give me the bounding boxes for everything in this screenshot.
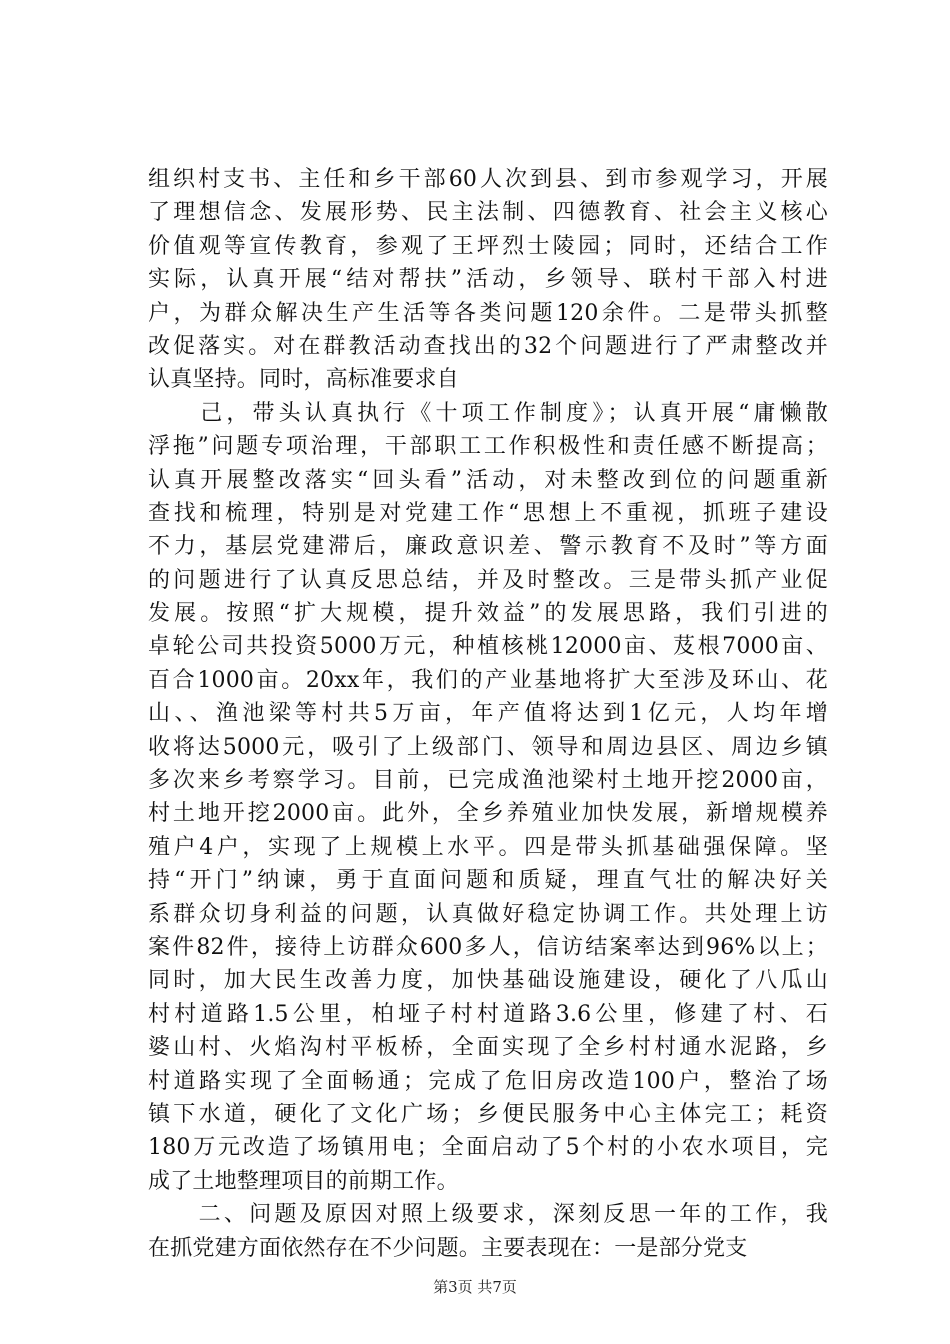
text-line: 认真坚持。同时，高标准要求自 xyxy=(148,367,459,393)
text-line: 发展。按照“扩大规模，提升效益”的发展思路，我们引进的 xyxy=(148,601,828,627)
text-line: 认真开展整改落实“回头看”活动，对未整改到位的问题重新 xyxy=(148,467,828,493)
text-line: 同时，加大民生改善力度，加快基础设施建设，硬化了八瓜山 xyxy=(148,968,828,994)
text-line: 村土地开挖2000亩。此外，全乡养殖业加快发展，新增规模养 xyxy=(148,801,828,827)
text-line: 多次来乡考察学习。目前，已完成渔池梁村土地开挖2000亩， xyxy=(148,768,828,794)
text-line: 山、、渔池梁等村共5万亩，年产值将达到1亿元，人均年增 xyxy=(148,701,828,727)
text-line: 殖户4户，实现了上规模上水平。四是带头抓基础强保障。坚 xyxy=(148,834,828,860)
text-line: 镇下水道，硬化了文化广场；乡便民服务中心主体完工；耗资 xyxy=(148,1101,828,1127)
text-line: 价值观等宣传教育，参观了王坪烈士陵园；同时，还结合工作 xyxy=(148,233,828,259)
body-text xyxy=(148,163,828,1265)
text-line: 收将达5000元，吸引了上级部门、领导和周边县区、周边乡镇 xyxy=(148,734,828,760)
text-line: 系群众切身利益的问题，认真做好稳定协调工作。共处理上访 xyxy=(148,901,828,927)
text-line: 卓轮公司共投资5000万元，种植核桃12000亩、芨根7000亩、 xyxy=(148,634,828,660)
text-line: 二、问题及原因对照上级要求，深刻反思一年的工作，我 xyxy=(148,1202,828,1228)
text-line: 不力，基层党建滞后，廉政意识差、警示教育不及时”等方面 xyxy=(148,534,828,560)
text-line: 改促落实。对在群教活动查找出的32个问题进行了严肃整改并 xyxy=(148,333,828,359)
text-line: 的问题进行了认真反思总结，并及时整改。三是带头抓产业促 xyxy=(148,567,828,593)
text-line: 户，为群众解决生产生活等各类问题120余件。二是带头抓整 xyxy=(148,300,828,326)
text-line: 己，带头认真执行《十项工作制度》；认真开展“庸懒散 xyxy=(148,400,828,426)
text-line: 查找和梳理，特别是对党建工作“思想上不重视，抓班子建设 xyxy=(148,500,828,526)
text-line: 婆山村、火焰沟村平板桥，全面实现了全乡村村通水泥路，乡 xyxy=(148,1035,828,1061)
text-line: 在抓党建方面依然存在不少问题。主要表现在：一是部分党支 xyxy=(148,1235,748,1261)
text-line: 村村道路1.5公里，柏垭子村村道路3.6公里，修建了村、石 xyxy=(148,1001,828,1027)
text-line: 持“开门”纳谏，勇于直面问题和质疑，理直气壮的解决好关 xyxy=(148,868,828,894)
text-line: 组织村支书、主任和乡干部60人次到县、到市参观学习，开展 xyxy=(148,167,828,192)
text-line: 180万元改造了场镇用电；全面启动了5个村的小农水项目，完 xyxy=(148,1135,828,1161)
text-line: 实际，认真开展“结对帮扶”活动，乡领导、联村干部入村进 xyxy=(148,267,828,293)
text-line: 村道路实现了全面畅通；完成了危旧房改造100户，整治了场 xyxy=(148,1068,828,1094)
text-line: 百合1000亩。20xx年，我们的产业基地将扩大至涉及环山、花 xyxy=(148,667,828,693)
text-line: 案件82件，接待上访群众600多人，信访结案率达到96%以上； xyxy=(148,934,828,960)
text-line: 浮拖”问题专项治理，干部职工工作积极性和责任感不断提高； xyxy=(148,434,828,460)
text-line: 成了土地整理项目的前期工作。 xyxy=(148,1168,459,1194)
page-footer: 第3页 共7页 xyxy=(433,1278,517,1296)
text-line: 了理想信念、发展形势、民主法制、四德教育、社会主义核心 xyxy=(148,200,828,226)
